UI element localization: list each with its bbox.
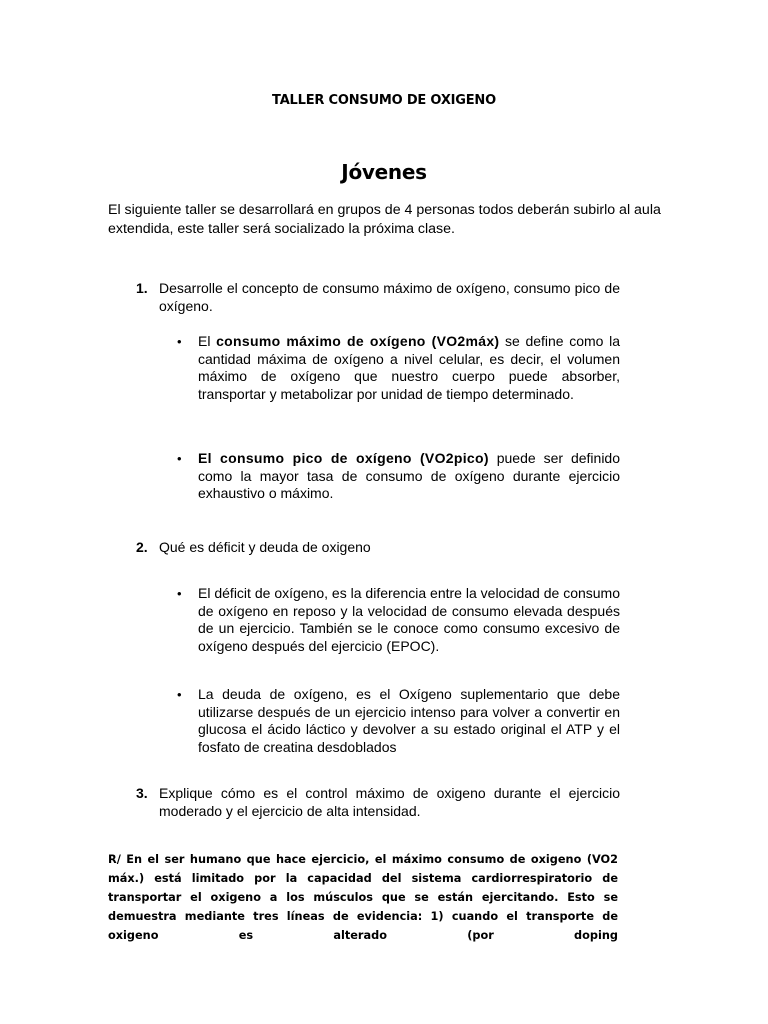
bullet-vo2pico [177,450,620,503]
question-text: Qué es déficit y deuda de oxigeno [159,539,371,555]
question-3 [136,784,620,820]
bullet-text: La deuda de oxígeno, es el Oxígeno suplementario que debe utilizarse después de un ejercicio intenso para volver a convertir en glucosa el ácido láctico y devolver a su estado original el ATP y el fosfato de creatina desdoblados [198,686,620,755]
bullet-dot-icon: • [177,687,182,702]
bullet-deuda [177,686,620,756]
question-number: 3. [136,785,148,801]
intro-paragraph: El siguiente taller se desarrollará en grupos de 4 personas todos deberán subirlo al aula extendida, este taller será socializado la próxima clase. [108,202,661,237]
bullet-dot-icon: • [177,451,182,466]
question-number: 1. [136,280,148,296]
question-text: Explique cómo es el control máximo de oxigeno durante el ejercicio moderado y el ejercicio de alta intensidad. [159,785,620,819]
bullet-text: El déficit de oxígeno, es la diferencia entre la velocidad de consumo de oxígeno en reposo y la velocidad de consumo elevada después de un ejercicio. También se le conoce como consumo excesivo de oxígeno después del ejercicio (EPOC). [198,585,620,654]
document-title: TALLER CONSUMO DE OXIGENO [272,93,496,108]
question-number: 2. [136,539,148,555]
bold-term: consumo máximo de oxígeno (VO2máx) [216,333,500,349]
question-2 [136,538,620,556]
bullet-vo2max [177,333,620,403]
answer-paragraph: R/ En el ser humano que hace ejercicio, el máximo consumo de oxigeno (VO2 máx.) está limitado por la capacidad del sistema cardiorrespiratorio de transportar el oxigeno a los músculos que se están ejercitando. Esto se demuestra mediante tres líneas de evidencia: 1) cuando el transporte de oxigeno es alterado (por doping [108,853,618,942]
bullet-deficit [177,585,620,655]
bold-term: El consumo pico de oxígeno (VO2pico) [198,450,489,466]
bullet-dot-icon: • [177,586,182,601]
document-subtitle: Jóvenes [341,160,427,184]
bullet-text: El consumo máximo de oxígeno (VO2máx) se define como la cantidad máxima de oxígeno a nivel celular, es decir, el volumen máximo de oxígeno que nuestro cuerpo puede absorber, transportar y metabolizar por unidad de tiempo determinado. [198,333,621,402]
bullet-dot-icon: • [177,334,182,349]
question-text: Desarrolle el concepto de consumo máximo de oxígeno, consumo pico de oxígeno. [159,280,620,314]
bullet-text: El consumo pico de oxígeno (VO2pico) puede ser definido como la mayor tasa de consumo de oxígeno durante ejercicio exhaustivo o máximo. [198,450,620,501]
question-1 [136,279,620,315]
